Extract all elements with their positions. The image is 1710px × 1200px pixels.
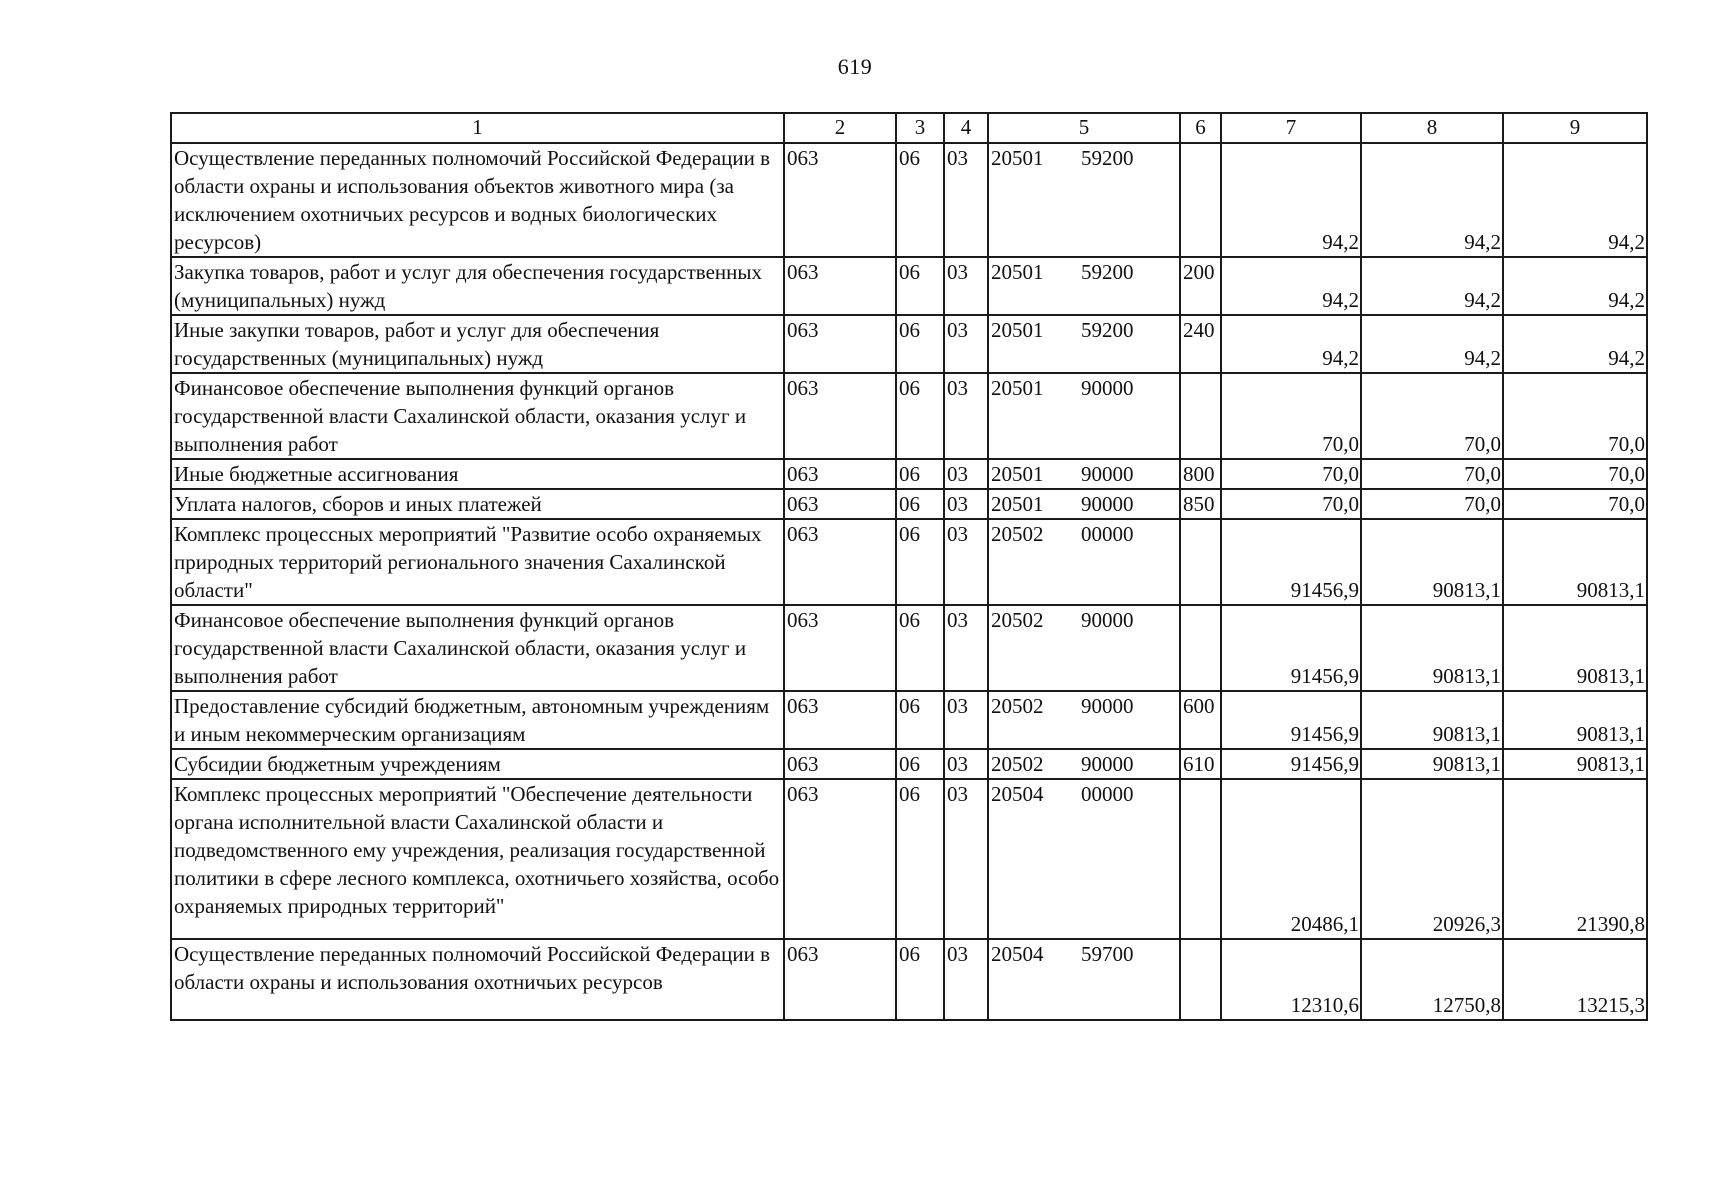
row-code-6-cell xyxy=(1180,373,1221,459)
column-header-3: 3 xyxy=(896,113,944,143)
column-header-7: 7 xyxy=(1221,113,1361,143)
row-value-8-cell: 90813,1 xyxy=(1361,691,1503,749)
row-code-2-cell: 063 xyxy=(784,691,896,749)
row-value-8-cell: 90813,1 xyxy=(1361,605,1503,691)
row-code-5b: 90000 xyxy=(1081,462,1134,486)
row-code-2-cell: 063 xyxy=(784,143,896,257)
row-code-6-cell xyxy=(1180,143,1221,257)
row-code-2-cell: 063 xyxy=(784,489,896,519)
row-code-2-cell: 063 xyxy=(784,315,896,373)
row-name-cell: Субсидии бюджетным учреждениям xyxy=(171,749,784,779)
row-code-6-cell: 850 xyxy=(1180,489,1221,519)
row-code-2-cell: 063 xyxy=(784,939,896,1020)
row-code-5b: 90000 xyxy=(1081,608,1134,632)
row-value-9-cell: 90813,1 xyxy=(1503,519,1647,605)
row-value-7-cell: 70,0 xyxy=(1221,373,1361,459)
table-row xyxy=(171,939,1647,1020)
row-code-5a: 20501 xyxy=(991,376,1044,400)
row-code-4-cell: 03 xyxy=(944,459,988,489)
row-code-2-cell: 063 xyxy=(784,779,896,939)
row-code-4-cell: 03 xyxy=(944,939,988,1020)
row-code-6-cell: 600 xyxy=(1180,691,1221,749)
row-value-8-cell: 70,0 xyxy=(1361,489,1503,519)
page-number: 619 xyxy=(837,54,873,79)
row-code-5a: 20504 xyxy=(991,941,1044,966)
row-code-4-cell: 03 xyxy=(944,691,988,749)
table-body xyxy=(171,143,1647,1020)
row-value-7-cell: 91456,9 xyxy=(1221,691,1361,749)
row-value-7-cell: 91456,9 xyxy=(1221,749,1361,779)
row-value-9-cell: 90813,1 xyxy=(1503,605,1647,691)
row-value-9-cell: 70,0 xyxy=(1503,489,1647,519)
row-code-3-cell: 06 xyxy=(896,519,944,605)
column-header-2: 2 xyxy=(784,113,896,143)
table-row xyxy=(171,373,1647,459)
row-code-6-cell: 800 xyxy=(1180,459,1221,489)
row-code-3-cell: 06 xyxy=(896,939,944,1020)
column-header-6: 6 xyxy=(1180,113,1221,143)
row-code-2-cell: 063 xyxy=(784,257,896,315)
row-code-6-cell: 240 xyxy=(1180,315,1221,373)
table-row xyxy=(171,779,1647,939)
row-code-3-cell: 06 xyxy=(896,489,944,519)
row-code-3-cell: 06 xyxy=(896,605,944,691)
row-value-7-cell: 91456,9 xyxy=(1221,605,1361,691)
row-value-8-cell: 70,0 xyxy=(1361,459,1503,489)
row-code-4-cell: 03 xyxy=(944,143,988,257)
column-header-5: 5 xyxy=(988,113,1180,143)
row-value-7-cell: 94,2 xyxy=(1221,257,1361,315)
row-code-3-cell: 06 xyxy=(896,143,944,257)
row-value-7-cell: 20486,1 xyxy=(1221,779,1361,939)
row-value-8-cell: 70,0 xyxy=(1361,373,1503,459)
column-header-4: 4 xyxy=(944,113,988,143)
row-code-4-cell: 03 xyxy=(944,489,988,519)
row-value-8-cell: 12750,8 xyxy=(1361,939,1503,1020)
row-code-4-cell: 03 xyxy=(944,315,988,373)
row-code-5-cell xyxy=(988,779,1180,939)
row-code-6-cell xyxy=(1180,519,1221,605)
column-header-9: 9 xyxy=(1503,113,1647,143)
row-value-8-cell: 94,2 xyxy=(1361,315,1503,373)
row-code-5a: 20502 xyxy=(991,522,1044,546)
table-row xyxy=(171,315,1647,373)
row-code-5-cell xyxy=(988,605,1180,691)
row-code-5b: 90000 xyxy=(1081,492,1134,516)
row-name-cell: Осуществление переданных полномочий Российской Федерации в области охраны и использования охотничьих ресурсов xyxy=(171,939,784,1020)
row-code-3-cell: 06 xyxy=(896,779,944,939)
row-name-cell: Финансовое обеспечение выполнения функций органов государственной власти Сахалинской области, оказания услуг и выполнения работ xyxy=(171,605,784,691)
row-code-4-cell: 03 xyxy=(944,779,988,939)
row-value-7-cell: 91456,9 xyxy=(1221,519,1361,605)
row-value-7-cell: 70,0 xyxy=(1221,459,1361,489)
row-value-9-cell: 70,0 xyxy=(1503,459,1647,489)
row-code-5b: 59200 xyxy=(1081,146,1134,170)
table-row xyxy=(171,489,1647,519)
row-value-7-cell: 70,0 xyxy=(1221,489,1361,519)
row-code-5b: 00000 xyxy=(1081,522,1134,546)
row-value-9-cell: 70,0 xyxy=(1503,373,1647,459)
row-code-3-cell: 06 xyxy=(896,257,944,315)
column-header-1: 1 xyxy=(171,113,784,143)
row-code-5-cell xyxy=(988,143,1180,257)
row-name-cell: Уплата налогов, сборов и иных платежей xyxy=(171,489,784,519)
row-code-6-cell xyxy=(1180,939,1221,1020)
table-row xyxy=(171,519,1647,605)
column-header-8: 8 xyxy=(1361,113,1503,143)
row-value-8-cell: 94,2 xyxy=(1361,143,1503,257)
row-code-5-cell xyxy=(988,939,1180,1020)
row-code-2-cell: 063 xyxy=(784,605,896,691)
row-code-4-cell: 03 xyxy=(944,749,988,779)
row-name-cell: Иные бюджетные ассигнования xyxy=(171,459,784,489)
row-code-3-cell: 06 xyxy=(896,749,944,779)
row-value-8-cell: 20926,3 xyxy=(1361,779,1503,939)
table-row xyxy=(171,605,1647,691)
row-code-2-cell: 063 xyxy=(784,519,896,605)
row-name-cell: Предоставление субсидий бюджетным, автономным учреждениям и иным некоммерческим организациям xyxy=(171,691,784,749)
row-code-5b: 90000 xyxy=(1081,376,1134,400)
row-value-7-cell: 94,2 xyxy=(1221,315,1361,373)
row-value-7-cell: 94,2 xyxy=(1221,143,1361,257)
row-code-5a: 20501 xyxy=(991,318,1044,342)
row-code-5-cell xyxy=(988,315,1180,373)
row-code-2-cell: 063 xyxy=(784,373,896,459)
row-name-cell: Закупка товаров, работ и услуг для обеспечения государственных (муниципальных) нужд xyxy=(171,257,784,315)
row-code-5-cell xyxy=(988,257,1180,315)
row-code-5-cell xyxy=(988,489,1180,519)
table-row xyxy=(171,143,1647,257)
row-code-2-cell: 063 xyxy=(784,459,896,489)
row-value-9-cell: 94,2 xyxy=(1503,257,1647,315)
row-code-5-cell xyxy=(988,519,1180,605)
row-code-5b: 90000 xyxy=(1081,752,1134,776)
row-value-9-cell: 94,2 xyxy=(1503,315,1647,373)
row-value-9-cell: 90813,1 xyxy=(1503,691,1647,749)
row-code-5a: 20502 xyxy=(991,752,1044,776)
row-value-8-cell: 90813,1 xyxy=(1361,519,1503,605)
row-code-5a: 20501 xyxy=(991,260,1044,284)
row-code-3-cell: 06 xyxy=(896,373,944,459)
row-code-5b: 00000 xyxy=(1081,782,1134,806)
row-code-5-cell xyxy=(988,691,1180,749)
row-code-2-cell: 063 xyxy=(784,749,896,779)
row-code-6-cell: 200 xyxy=(1180,257,1221,315)
row-code-5b: 90000 xyxy=(1081,694,1134,718)
row-code-3-cell: 06 xyxy=(896,459,944,489)
row-name-cell: Финансовое обеспечение выполнения функций органов государственной власти Сахалинской области, оказания услуг и выполнения работ xyxy=(171,373,784,459)
table-row xyxy=(171,459,1647,489)
table-row xyxy=(171,691,1647,749)
row-code-4-cell: 03 xyxy=(944,605,988,691)
row-value-9-cell: 13215,3 xyxy=(1503,939,1647,1020)
table-row xyxy=(171,749,1647,779)
row-name-cell: Иные закупки товаров, работ и услуг для обеспечения государственных (муниципальных) нужд xyxy=(171,315,784,373)
row-code-4-cell: 03 xyxy=(944,257,988,315)
row-code-5a: 20502 xyxy=(991,694,1044,718)
row-code-5b: 59700 xyxy=(1081,941,1134,966)
table-header-row xyxy=(171,113,1647,143)
row-code-6-cell: 610 xyxy=(1180,749,1221,779)
row-code-3-cell: 06 xyxy=(896,691,944,749)
row-code-5-cell xyxy=(988,749,1180,779)
row-code-5b: 59200 xyxy=(1081,318,1134,342)
row-name-cell: Осуществление переданных полномочий Российской Федерации в области охраны и использования объектов животного мира (за исключением охотничьих ресурсов и водных биологических ресурсов) xyxy=(171,143,784,257)
row-value-9-cell: 90813,1 xyxy=(1503,749,1647,779)
row-code-5-cell xyxy=(988,459,1180,489)
row-value-8-cell: 90813,1 xyxy=(1361,749,1503,779)
row-code-4-cell: 03 xyxy=(944,519,988,605)
row-value-8-cell: 94,2 xyxy=(1361,257,1503,315)
row-code-6-cell xyxy=(1180,779,1221,939)
budget-table xyxy=(170,112,1648,1021)
row-code-5a: 20501 xyxy=(991,146,1044,170)
row-value-9-cell: 21390,8 xyxy=(1503,779,1647,939)
table-row xyxy=(171,257,1647,315)
row-code-5-cell xyxy=(988,373,1180,459)
row-value-9-cell: 94,2 xyxy=(1503,143,1647,257)
row-code-4-cell: 03 xyxy=(944,373,988,459)
row-name-cell: Комплекс процессных мероприятий "Развитие особо охраняемых природных территорий регионального значения Сахалинской области" xyxy=(171,519,784,605)
row-code-5b: 59200 xyxy=(1081,260,1134,284)
row-name-cell: Комплекс процессных мероприятий "Обеспечение деятельности органа исполнительной власти Сахалинской области и подведомственного ему учреждения, реализация государственной политики в сфере лесного комплекса, охотничьего хозяйства, особо охраняемых природных территорий" xyxy=(171,779,784,939)
row-code-5a: 20501 xyxy=(991,492,1044,516)
row-value-7-cell: 12310,6 xyxy=(1221,939,1361,1020)
row-code-6-cell xyxy=(1180,605,1221,691)
row-code-5a: 20504 xyxy=(991,782,1044,806)
row-code-5a: 20501 xyxy=(991,462,1044,486)
row-code-3-cell: 06 xyxy=(896,315,944,373)
row-code-5a: 20502 xyxy=(991,608,1044,632)
